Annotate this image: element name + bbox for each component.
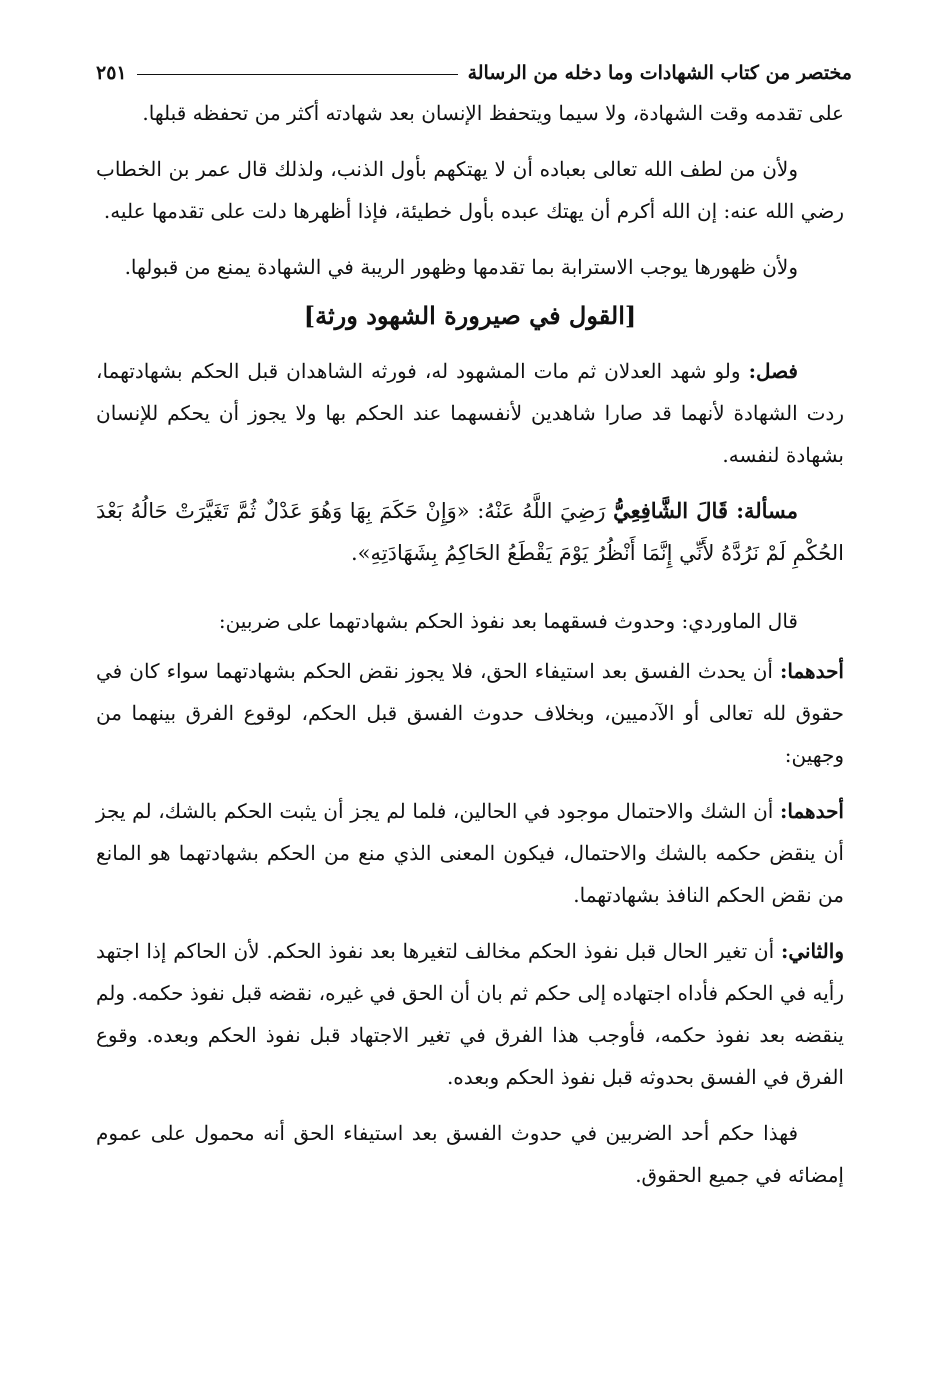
running-title: مختصر من كتاب الشهادات وما دخله من الرسالة [467,62,852,84]
paragraph-first-reason [96,790,844,916]
page-body [96,92,844,1204]
paragraph-1: على تقدمه وقت الشهادة، ولا سيما ويتحفظ الإنسان بعد شهادته أكثر من تحفظه قبلها. [142,101,844,125]
masala-label: مسألة: قَالَ الشَّافِعِيُّ [613,498,798,523]
section-heading: [القول في صيرورة الشهود ورثة] [303,301,637,330]
first-case-text: أن يحدث الفسق بعد استيفاء الحق، فلا يجوز نقض الحكم بشهادتهما سواء كان في حقوق لله تعالى أو الآدميين، وبخلاف حدوث الفسق قبل الحكم، لوقوع الفرق بينهما من وجهين: [96,659,844,767]
paragraph-mawardi: قال الماوردي: وحدوث فسقهما بعد نفوذ الحكم بشهادتهما على ضربين: [218,609,798,633]
paragraph-second-reason [96,930,844,1098]
fasl-label: فصل: [748,359,798,383]
paragraph-fasl [96,350,844,476]
running-header [96,58,852,88]
second-reason-label: والثاني: [780,939,844,963]
fasl-text: ولو شهد العدلان ثم مات المشهود له، فورثه الشاهدان قبل الحكم بشهادتهما، ردت الشهادة لأنهما قد صارا شاهدين لأنفسهما عند الحكم بها ولا يجوز أن يحكم للإنسان بشهادة لنفسه. [96,359,844,467]
masala-quote: رَضِيَ اللَّهُ عَنْهُ: «وَإِنْ حَكَمَ بِهَا وَهُوَ عَدْلٌ ثُمَّ تَغَيَّرَتْ حَالُهُ بَعْدَ الحُكْمِ لَمْ نَرُدَّهُ لأَنِّي إِنَّمَا أَنْظُرُ يَوْمَ يَقْطَعُ الحَاكِمُ بِشَهَادَتِهِ». [96,499,844,565]
page-number: ٢٥١ [96,62,127,84]
second-reason-text: أن تغير الحال قبل نفوذ الحكم مخالف لتغيرها بعد نفوذ الحكم. لأن الحاكم إذا اجتهد رأيه في الحكم فأداه اجتهاده إلى حكم ثم بان أن الحق في غيره، نقضه قبل نفوذ حكمه. ولم ينقضه بعد نفوذ حكمه، فأوجب هذا الفرق في تغير الاجتهاد قبل نفوذ الحكم وبعده. وقوع الفرق في الفسق بحدوثه قبل نفوذ الحكم وبعده. [96,939,844,1089]
paragraph-conclusion: فهذا حكم أحد الضربين في حدوث الفسق بعد استيفاء الحق أنه محمول على عموم إمضائه في جميع الحقوق. [96,1121,844,1187]
first-reason-text: أن الشك والاحتمال موجود في الحالين، فلما لم يجز أن يثبت الحكم بالشك، لم يجز أن ينقض حكمه بالشك والاحتمال، فيكون المعنى الذي منع من الحكم بشهادتهما هو المانع من نقض الحكم النافذ بشهادتهما. [96,799,844,907]
header-rule [137,74,458,75]
first-case-label: أحدهما: [779,659,844,683]
paragraph-masala [96,490,844,574]
paragraph-3: ولأن ظهورها يوجب الاسترابة بما تقدمها وظهور الريبة في الشهادة يمنع من قبولها. [124,255,798,279]
paragraph-first-case [96,650,844,776]
first-reason-label: أحدهما: [779,799,844,823]
paragraph-2: ولأن من لطف الله تعالى بعباده أن لا يهتكهم بأول الذنب، ولذلك قال عمر بن الخطاب رضي الله عنه: إن الله أكرم أن يهتك عبده بأول خطيئة، فإذا أظهرها دلت على تقدمها عليه. [96,157,844,223]
